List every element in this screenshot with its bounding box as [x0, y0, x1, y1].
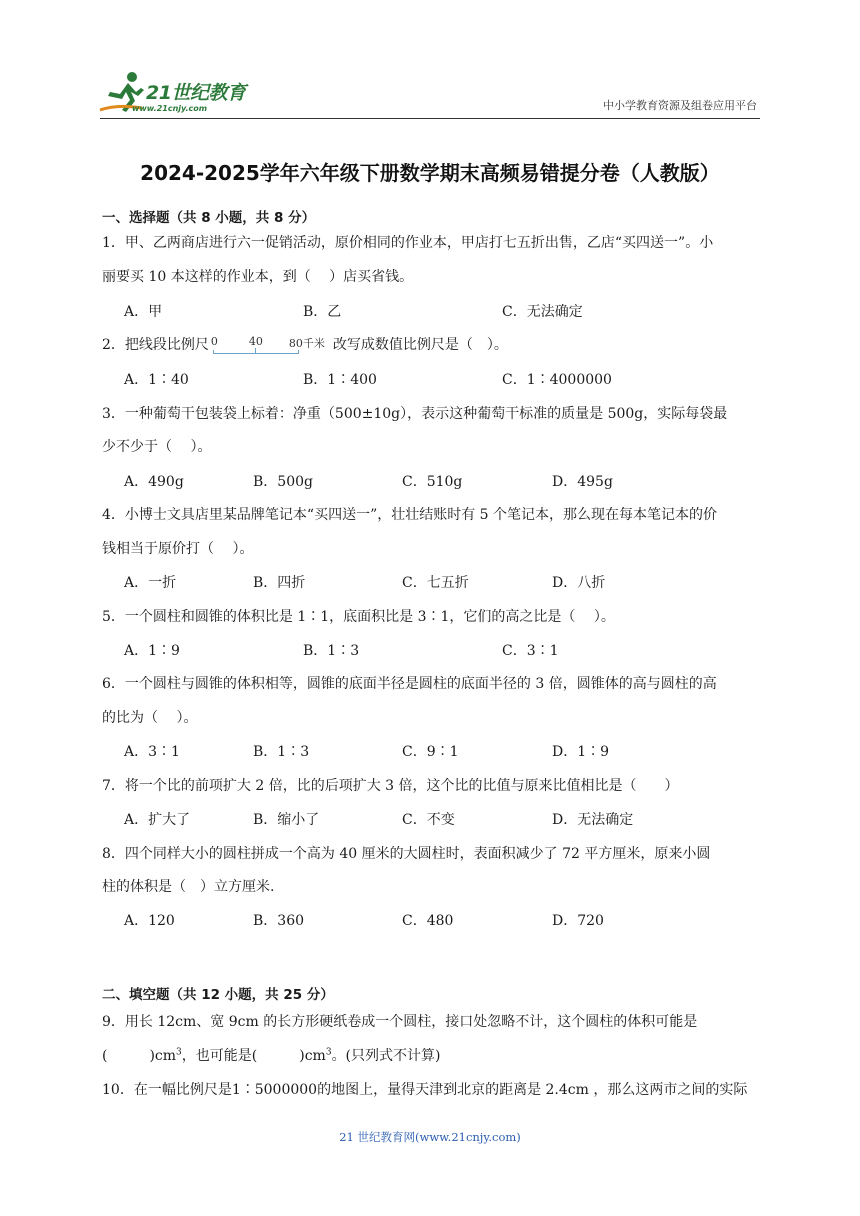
platform-name: 中小学教育资源及组卷应用平台: [603, 99, 757, 112]
logo-text: 21世纪教育: [146, 82, 246, 104]
scale-label-40: 40: [248, 335, 263, 348]
q9-unit-sup-1: 3: [176, 1047, 182, 1058]
section-heading-fill: 二、填空题（共 12 小题，共 25 分）: [102, 987, 334, 1003]
q6-option-d: D．1∶9: [552, 744, 610, 760]
q1-option-a: A．甲: [124, 304, 163, 320]
q8-line2: 柱的体积是（ ）立方厘米.: [102, 879, 275, 895]
q9-note: 。(只列式不计算): [331, 1048, 441, 1064]
q8-line1: 8．四个同样大小的圆柱拼成一个高为 40 厘米的大圆柱时，表面积减少了 72 平方厘米，原来小圆: [102, 846, 711, 862]
q2-text-before: 2．把线段比例尺: [102, 337, 209, 353]
q7-option-d: D．无法确定: [552, 812, 634, 828]
q4-line2: 钱相当于原价打（ ）。: [102, 541, 254, 557]
scale-label-0: 0: [210, 335, 218, 348]
line-segment-scale: [211, 337, 331, 355]
scale-tick: [255, 348, 256, 354]
q6-option-c: C．9∶1: [402, 744, 459, 760]
q10-line1: 10．在一幅比例尺是1∶5000000的地图上，量得天津到北京的距离是 2.4cm ，那么这两市之间的实际: [102, 1082, 748, 1098]
q7-option-c: C．不变: [402, 812, 455, 828]
q1-line2: 丽要买 10 本这样的作业本，到（ ）店买省钱。: [102, 269, 414, 285]
q9-line2: [102, 1045, 762, 1065]
q7-option-b: B．缩小了: [253, 812, 320, 828]
q4-option-a: A．一折: [124, 575, 177, 591]
q3-option-a: A．490g: [124, 474, 184, 490]
page-title: 2024-2025学年六年级下册数学期末高频易错提分卷（人教版）: [140, 161, 720, 185]
q9-blank-2: ，也可能是( )cm: [181, 1048, 326, 1064]
q3-option-c: C．510g: [402, 474, 463, 490]
q1-line1: 1．甲、乙两商店进行六一促销活动，原价相同的作业本，甲店打七五折出售，乙店“买四送一”。小: [102, 235, 714, 251]
q6-option-b: B．1∶3: [253, 744, 310, 760]
q8-option-d: D．720: [552, 913, 604, 929]
q6-line1: 6．一个圆柱与圆锥的体积相等，圆锥的底面半径是圆柱的底面半径的 3 倍，圆锥体的高与圆柱的高: [102, 676, 717, 692]
q2-option-a: A．1∶40: [124, 372, 189, 388]
q9-blank-1: ( )cm: [102, 1048, 177, 1064]
scale-label-80: 80千米: [288, 337, 325, 350]
q2-line: [102, 334, 762, 355]
footer-source[interactable]: 21 世纪教育网(www.21cnjy.com): [339, 1130, 521, 1144]
q9-line1: 9．用长 12cm、宽 9cm 的长方形硬纸卷成一个圆柱，接口处忽略不计，这个圆柱的体积可能是: [102, 1014, 698, 1030]
header-divider: [100, 118, 760, 119]
q6-option-a: A．3∶1: [124, 744, 180, 760]
q7-option-a: A．扩大了: [124, 812, 191, 828]
q2-option-c: C．1∶4000000: [502, 372, 612, 388]
q4-option-d: D．八折: [552, 575, 606, 591]
q7-line1: 7．将一个比的前项扩大 2 倍，比的后项扩大 3 倍，这个比的比值与原来比值相比是（ ）: [102, 778, 679, 794]
q3-line2: 少不少于（ ）。: [102, 439, 212, 455]
q8-option-b: B．360: [253, 913, 305, 929]
section-heading-choice: 一、选择题（共 8 小题，共 8 分）: [102, 210, 316, 226]
q2-text-after: 改写成数值比例尺是（ ）。: [332, 337, 508, 353]
q1-option-b: B．乙: [303, 304, 342, 320]
q2-option-b: B．1∶400: [303, 372, 377, 388]
q8-option-c: C．480: [402, 913, 454, 929]
logo: [98, 68, 268, 118]
logo-url: www.21cnjy.com: [132, 104, 208, 113]
q1-option-c: C．无法确定: [502, 304, 583, 320]
q9-unit-sup-2: 3: [325, 1047, 332, 1058]
q3-option-d: D．495g: [552, 474, 613, 490]
q8-option-a: A．120: [124, 913, 175, 929]
q4-line1: 4．小博士文具店里某品牌笔记本“买四送一”，壮壮结账时有 5 个笔记本，那么现在每本笔记本的价: [102, 507, 718, 523]
q3-line1: 3．一种葡萄干包装袋上标着：净重（500±10g），表示这种葡萄干标准的质量是 500g，实际每袋最: [102, 406, 728, 422]
q3-option-b: B．500g: [253, 474, 313, 490]
q4-option-b: B．四折: [253, 575, 306, 591]
q4-option-c: C．七五折: [402, 575, 469, 591]
q6-line2: 的比为（ ）。: [102, 710, 198, 726]
q5-option-b: B．1∶3: [303, 643, 360, 659]
q5-line1: 5．一个圆柱和圆锥的体积比是 1∶1，底面积比是 3∶1，它们的高之比是（ ）。: [102, 609, 615, 625]
scale-bar: [213, 350, 299, 354]
q5-option-c: C．3∶1: [502, 643, 559, 659]
q5-option-a: A．1∶9: [124, 643, 180, 659]
